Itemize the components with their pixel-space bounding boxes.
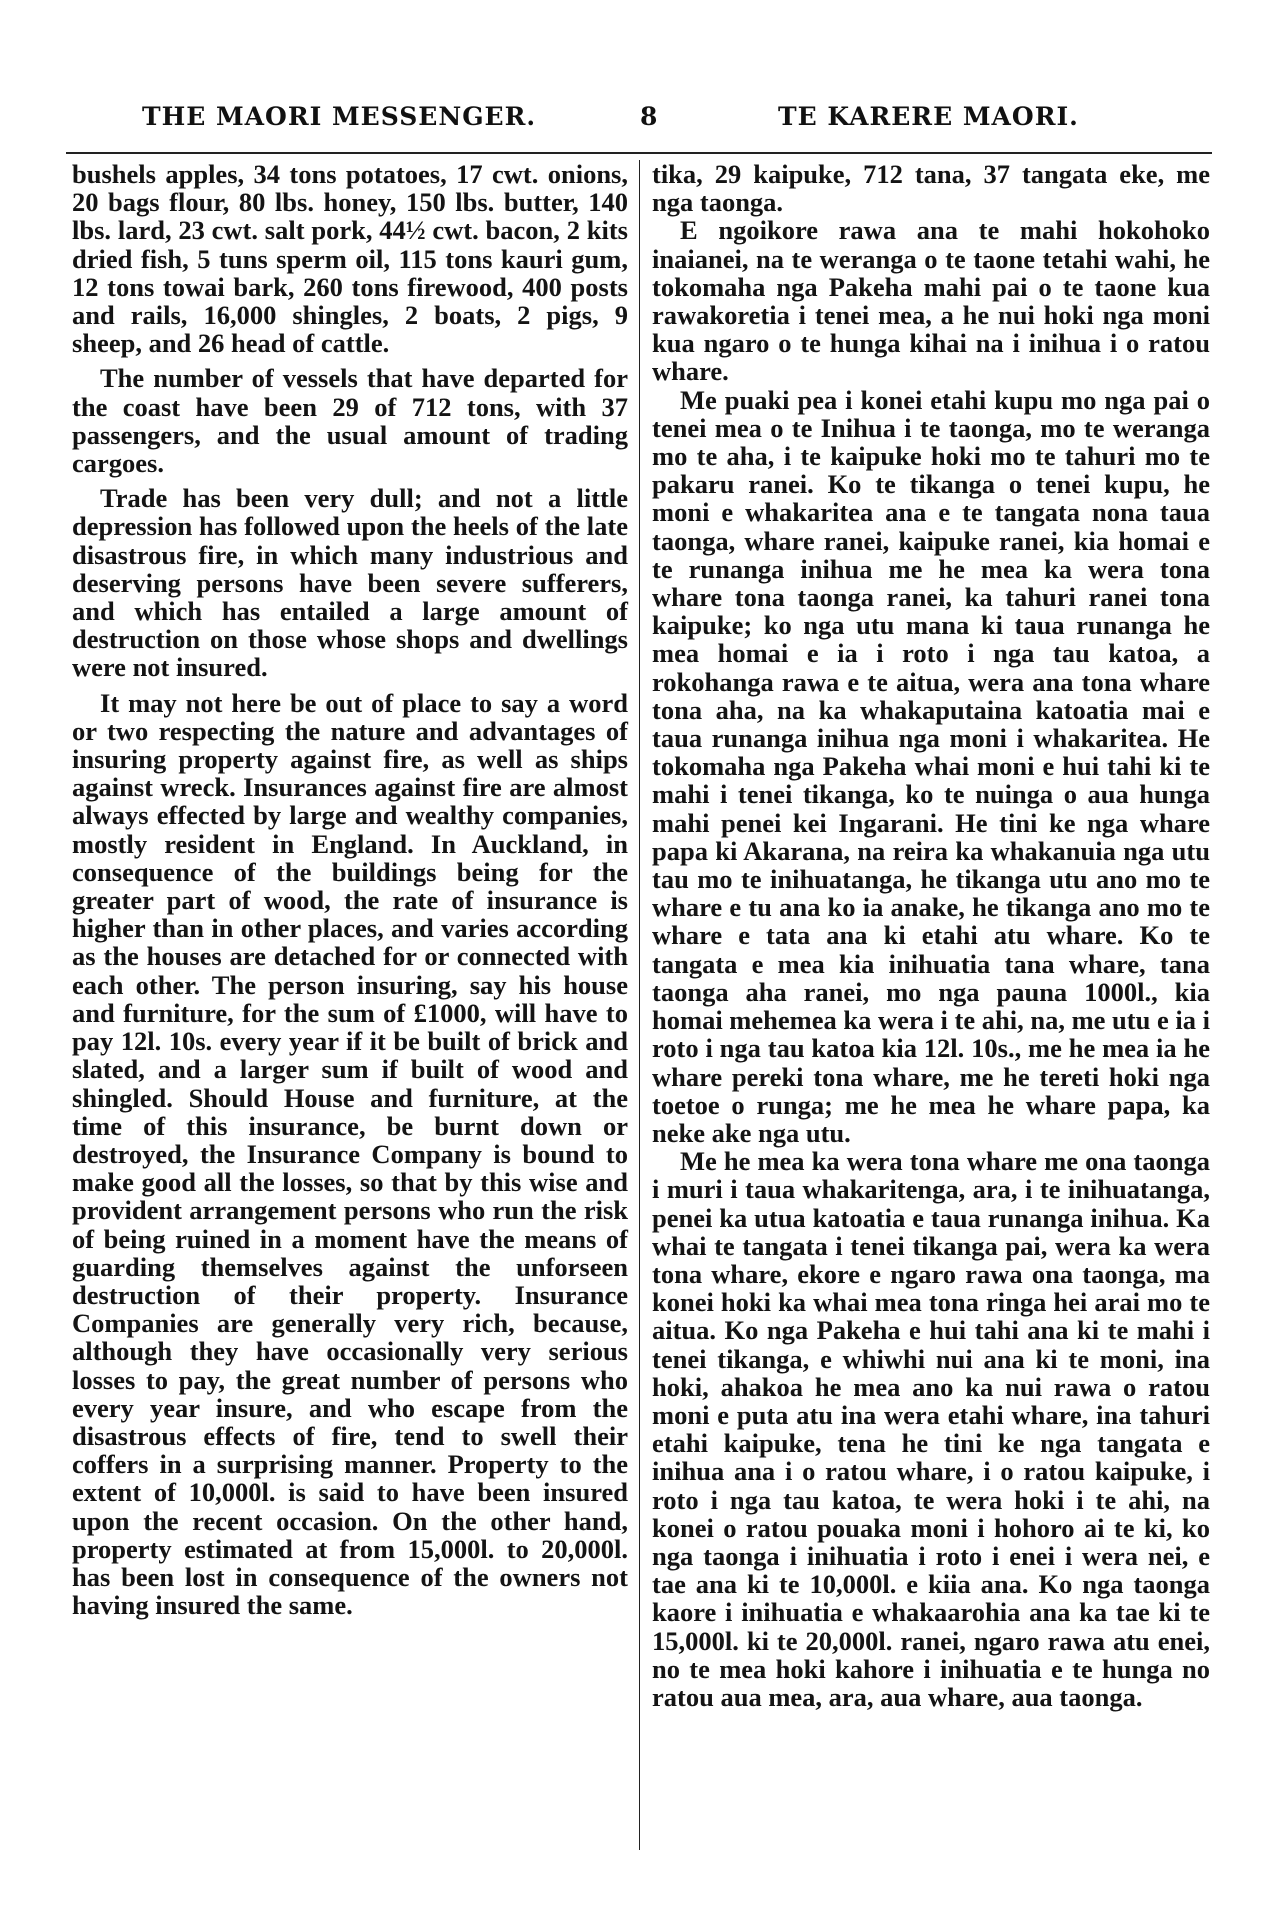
english-column (72, 160, 628, 1626)
header-rule (66, 152, 1212, 154)
english-paragraph-insurance: It may not here be out of place to say a word or two respecting the nature and advantages of insuring property against fire, as well as ships against wreck. Insurances against fire are almost always effected by large and wealthy companies, mostly resident in England. In Auckland, in consequence of the buildings being for the greater part of wood, the rate of insurance is higher than in other places, and varies according as the houses are detached for or connected with each other. The person insuring, say his house and furniture, for the sum of £1000, will have to pay 12l. 10s. every year if it be built of brick and slated, and a larger sum if built of wood and shingled. Should House and furniture, at the time of this insurance, be burnt down or destroyed, the Insurance Company is bound to make good all the losses, so that by this wise and provident arrangement persons who run the risk of being ruined in a moment have the means of guarding themselves against the unforseen destruction of their property. Insurance Companies are generally very rich, because, although they have occasionally very serious losses to pay, the great number of persons who every year insure, and who escape from the disastrous effects of fire, tend to swell their coffers in a surprising manner. Property to the extent of 10,000l. is said to have been insured upon the recent occasion. On the other hand, property estimated at from 15,000l. to 20,000l. has been lost in consequence of the owners not having insured the same. (72, 687, 628, 1621)
column-divider (639, 160, 640, 1850)
english-paragraph-exports: bushels apples, 34 tons potatoes, 17 cwt. onions, 20 bags flour, 80 lbs. honey, 150 lbs. butter, 140 lbs. lard, 23 cwt. salt pork, 44½ cwt. bacon, 2 kits dried fish, 5 tuns sperm oil, 115 tons kauri gum, 12 tons towai bark, 260 tons firewood, 400 posts and rails, 16,000 shingles, 2 boats, 2 pigs, 9 sheep, and 26 head of cattle. (72, 159, 628, 359)
maori-paragraph-trade: E ngoikore rawa ana te mahi hokohoko inaianei, na te weranga o te taone tetahi wahi, he tokomaha nga Pakeha mahi pai o te taone kua rawakoretia i tenei mea, a he nui hoki nga moni kua ngaro o te hunga kihai na i inihua i o ratou whare. (652, 215, 1210, 387)
english-paragraph-vessels: The number of vessels that have departed for the coast have been 29 of 712 tons, with 37 passengers, and the usual amount of trading cargoes. (72, 363, 628, 479)
maori-paragraph-losses: Me he mea ka wera tona whare me ona taonga i muri i taua whakaritenga, ara, i te inihuatanga, penei ka utua katoatia e taua runanga inihua. Ka whai te tangata i tenei tikanga pai, wera ka wera tona whare, ekore e ngaro rawa ona taonga, ma konei hoki ka whai mea tona ringa hei arai mo te aitua. Ko nga Pakeha e hui tahi ana ki te mahi i tenei tikanga, e whiwhi nui ana ki te moni, ina hoki, ahakoa he mea ano ka nui rawa o ratou moni e puta atu ina wera etahi whare, ina tahuri etahi kaipuke, tena he tini ke nga tangata e inihua ana i o ratou whare, i o ratou kaipuke, i roto i nga tau katoa, te wera hoki i te ahi, na konei o ratou pouaka moni i hohoro ai te ki, ko nga taonga i inihuatia i roto i enei i wera nei, e tae ana ki te 10,000l. e kiia ana. Ko nga taonga kaore i inihuatia e whakaarohia ana ka tae ki te 15,000l. ki te 20,000l. ranei, ngaro rawa atu enei, no te mea hoki kahore i inihuatia e te hunga no ratou aua mea, ara, aua whare, aua taonga. (652, 1146, 1210, 1712)
page-header (0, 102, 1280, 142)
maori-column (652, 160, 1210, 1711)
english-paragraph-trade: Trade has been very dull; and not a little depression has followed upon the heels of the late disastrous fire, in which many industrious and deserving persons have been severe sufferers, and which has entailed a large amount of destruction on those whose shops and dwellings were not insured. (72, 483, 628, 683)
page-number: 8 (640, 102, 659, 131)
header-english-title: THE MAORI MESSENGER. (142, 102, 537, 131)
header-maori-title: TE KARERE MAORI. (778, 102, 1079, 131)
maori-paragraph-vessels: tika, 29 kaipuke, 712 tana, 37 tangata eke, me nga taonga. (652, 159, 1210, 218)
maori-paragraph-insurance: Me puaki pea i konei etahi kupu mo nga pai o tenei mea o te Inihua i te taonga, mo te weranga mo te aha, i te kaipuke hoki mo te tahuri mo te pakaru ranei. Ko te tikanga o tenei kupu, he moni e whakaritea ana e te tangata nona taua taonga, whare ranei, kaipuke ranei, kia homai e te runanga inihua me he mea ka wera tona whare tona taonga ranei, ka tahuri ranei tona kaipuke; ko nga utu mana ki taua runanga he mea homai e ia i roto i nga tau katoa, a rokohanga rawa e te aitua, wera ana tona whare tona aha, na ka whakaputaina katoatia mai e taua runanga inihua nga moni i whakaritea. He tokomaha nga Pakeha whai moni e hui tahi ki te mahi i tenei tikanga, ko te nuinga o aua hunga mahi penei kei Ingarani. He tini ke nga whare papa ki Akarana, na reira ka whakanuia nga utu tau mo te inihuatanga, he tikanga utu ano mo te whare e tu ana ko ia anake, he tikanga ano mo te whare e tata ana ki etahi atu whare. Ko te tangata e mea kia inihuatia tana whare, tana taonga aha ranei, mo nga pauna 1000l., kia homai mehemea ka wera i te ahi, na, me utu e ia i roto i nga tau katoa kia 12l. 10s., me he mea ia he whare pereki tona whare, me he tereti hoki nga toetoe o runga; me he mea he whare papa, ka neke ake nga utu. (652, 384, 1210, 1148)
